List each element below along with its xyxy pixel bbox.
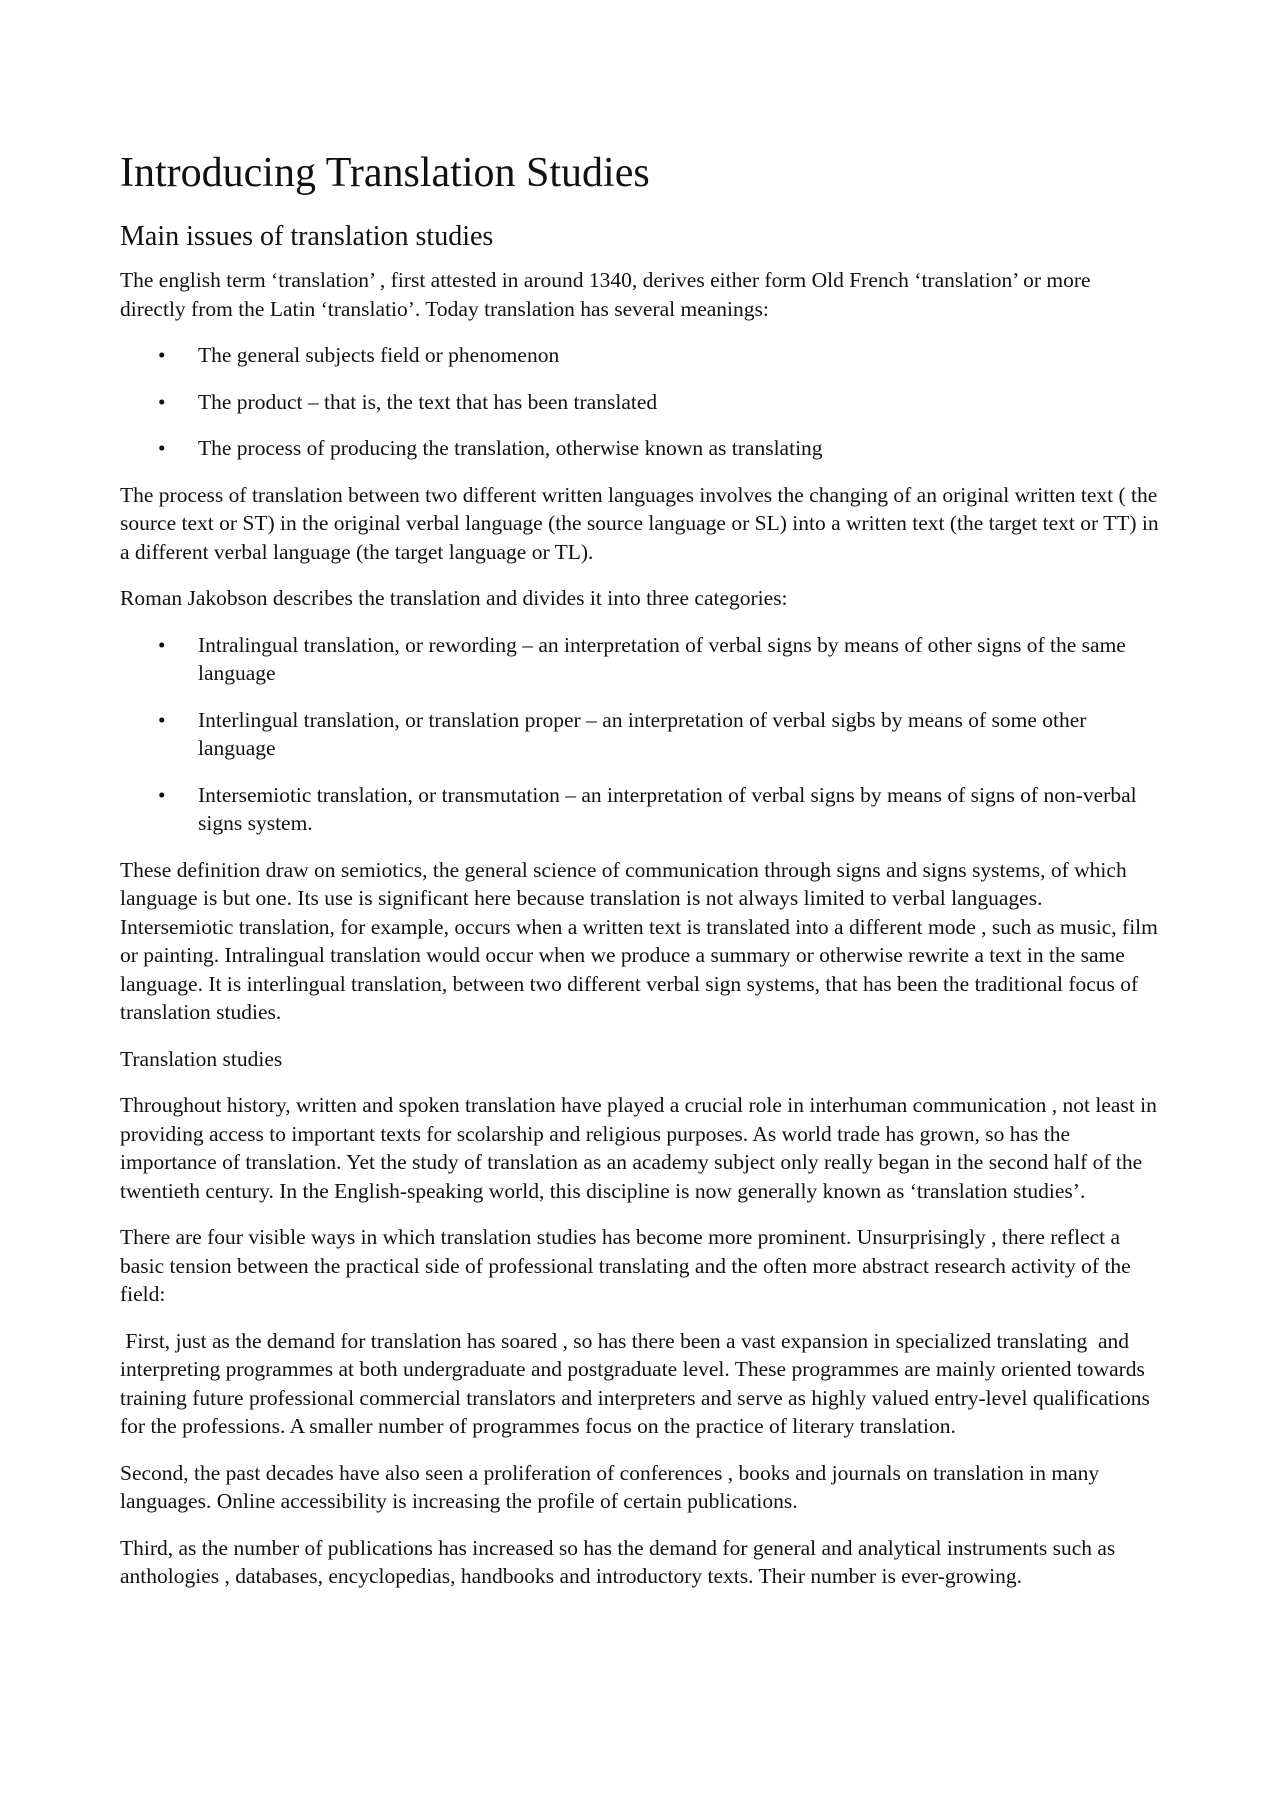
bullet-icon: •: [158, 436, 166, 460]
list-item-text: The general subjects field or phenomenon: [198, 343, 560, 367]
paragraph-6: There are four visible ways in which translation studies has become more prominent. Unsurprisingly , there reflect a basic tension between the practical side of professional translating and the often more abstract research activity of the field:: [120, 1225, 1131, 1306]
meanings-list: [120, 341, 1160, 463]
bullet-icon: •: [158, 707, 166, 732]
section-heading: Main issues of translation studies: [120, 221, 494, 252]
list-item: [120, 706, 1160, 763]
paragraph-8: Second, the past decades have also seen a proliferation of conferences , books and journals on translation in many languages. Online accessibility is increasing the profile of certain publications.: [120, 1460, 1100, 1513]
paragraph-2: The process of translation between two different written languages involves the changing of an original written text ( the source text or ST) in the original verbal language (the source language or SL) into a written text (the target text or TT) in a different verbal language (the target language or TL).: [120, 482, 1159, 564]
paragraph-4: These definition draw on semiotics, the general science of communication through signs and signs systems, of which language is but one. Its use is significant here because translation is not always limited to verbal languages. Intersemiotic translation, for example, occurs when a written text is translated into a different mode , such as music, film or painting. Intralingual translation would occur when we produce a summary or otherwise rewrite a text in the same language. It is interlingual translation, between two different verbal sign systems, that has been the traditional focus of translation studies.: [120, 857, 1158, 1024]
paragraph-7: First, just as the demand for translation has soared , so has there been a vast expansion in specialized translating and interpreting programmes at both undergraduate and postgraduate level. These programmes are mainly oriented towards training future professional commercial translators and interpreters and serve as highly valued entry-level qualifications for the professions. A smaller number of programmes focus on the practice of literary translation.: [120, 1328, 1156, 1438]
paragraph-9: Third, as the number of publications has increased so has the demand for general and analytical instruments such as anthologies , databases, encyclopedias, handbooks and introductory texts. Their number is ever-growing.: [120, 1535, 1116, 1588]
paragraph-3: Roman Jakobson describes the translation and divides it into three categories:: [120, 586, 788, 610]
list-item-text: The process of producing the translation, otherwise known as translating: [198, 436, 823, 460]
list-item-text: Interlingual translation, or translation proper – an interpretation of verbal sigbs by means of some other language: [198, 707, 1087, 760]
list-item-text: Intralingual translation, or rewording – an interpretation of verbal signs by means of other signs of the same language: [198, 632, 1126, 685]
list-item: [120, 388, 1160, 417]
bullet-icon: •: [158, 389, 166, 414]
categories-list: [120, 631, 1160, 838]
paragraph-5: Throughout history, written and spoken translation have played a crucial role in interhuman communication , not least in providing access to important texts for scolarship and religious purposes. As world trade has grown, so has the importance of translation. Yet the study of translation as an academy subject only really began in the second half of the twentieth century. In the English-speaking world, this discipline is now generally known as ‘translation studies’.: [120, 1093, 1157, 1203]
list-item: [120, 434, 1160, 463]
bullet-icon: •: [158, 343, 166, 367]
bullet-icon: •: [158, 632, 166, 657]
page-title: Introducing Translation Studies: [120, 150, 650, 196]
list-item: [120, 631, 1160, 688]
paragraph-1: The english term ‘translation’ , first attested in around 1340, derives either form Old French ‘translation’ or more directly from the Latin ‘translatio’. Today translation has several meanings:: [120, 268, 1091, 321]
subheading-translation-studies: Translation studies: [120, 1046, 283, 1071]
list-item: [120, 781, 1160, 838]
list-item: [120, 341, 1160, 370]
list-item-text: The product – that is, the text that has been translated: [198, 389, 658, 414]
bullet-icon: •: [158, 782, 166, 807]
list-item-text: Intersemiotic translation, or transmutation – an interpretation of verbal signs by means of signs of non-verbal signs system.: [198, 782, 1137, 835]
